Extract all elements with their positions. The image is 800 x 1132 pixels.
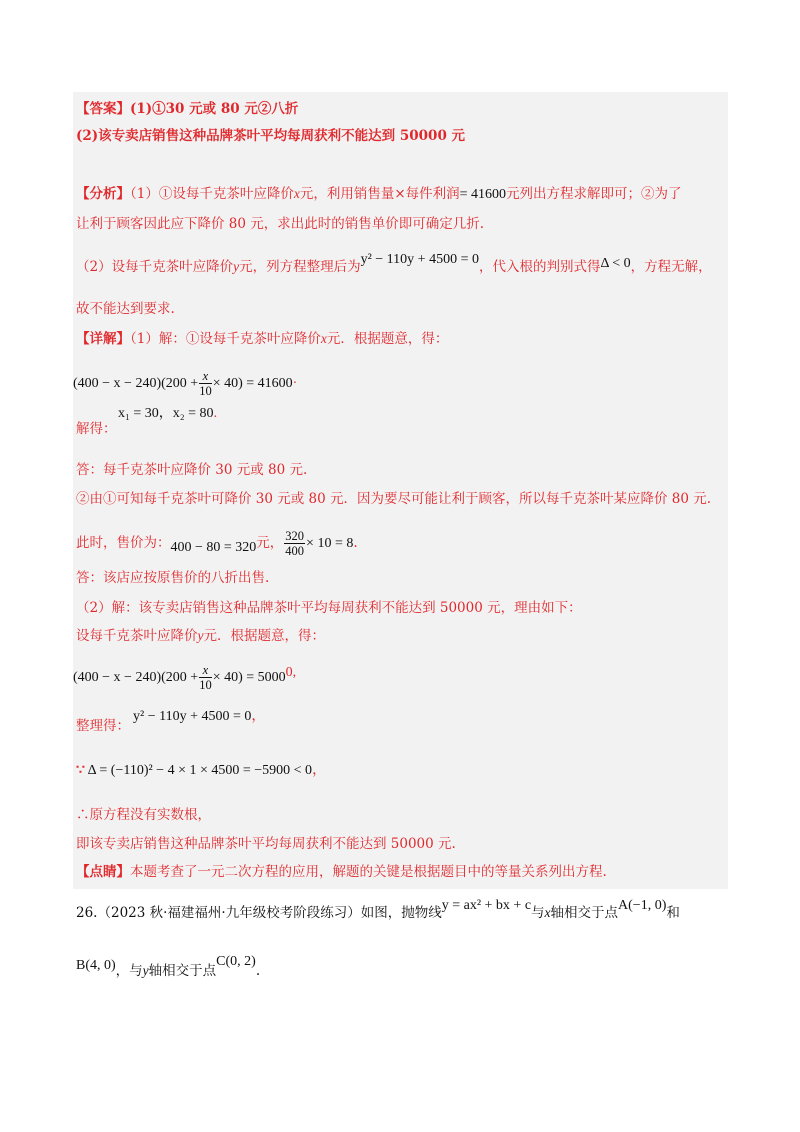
analysis-text: ，代入根的判别式得 <box>478 259 601 275</box>
analysis-text: 元，利用销售量×每件利润 <box>299 186 460 202</box>
question-text: （2023 秋·福建福州·九年级校考阶段练习）如图，抛物线 <box>97 905 442 921</box>
answer-text-1: (1)①30 元或 80 元②八折 <box>130 101 299 117</box>
question-number: 26. <box>76 905 98 921</box>
question-26-line-2 <box>76 954 261 981</box>
question-text: ，与 <box>115 963 143 979</box>
analysis-text: （1）①设每千克茶叶应降价 <box>130 186 294 202</box>
solve-equation: x₁ = 30，x₂ = 80. <box>118 406 218 421</box>
analysis-line-1 <box>76 185 682 204</box>
solve-label: 解得： <box>76 421 117 437</box>
equation-part: (400 − x − 240)(200 + <box>73 376 199 391</box>
simplify-equation: y² − 110y + 4500 = 0， <box>133 709 266 724</box>
simplify-label: 整理得： <box>76 718 130 734</box>
fraction-numerator: x <box>199 369 212 384</box>
question-var: y <box>142 963 149 978</box>
equation-part: (400 − x − 240)(200 + <box>73 670 199 685</box>
analysis-line-4: 故不能达到要求. <box>76 301 175 317</box>
quadratic-equation: y² − 110y + 4500 = 0 <box>133 709 252 724</box>
question-var: x <box>544 905 551 920</box>
analysis-var: x <box>293 186 300 201</box>
detail-text: 设每千克茶叶应降价 <box>76 628 198 644</box>
fraction <box>199 663 212 692</box>
fraction-numerator: x <box>199 663 212 678</box>
parabola-equation: y = ax² + bx + c <box>441 898 532 913</box>
answer-1: 答：每千克茶叶应降价 30 元或 80 元. <box>76 462 308 478</box>
question-text: 和 <box>666 905 680 921</box>
analysis-text: 元列出方程求解即可；②为了 <box>506 186 682 202</box>
point-b: B(4, 0) <box>76 958 116 973</box>
comment-text: 本题考查了一元二次方程的应用，解题的关键是根据题目中的等量关系列出方程. <box>130 864 607 880</box>
fraction <box>199 369 212 398</box>
detail-line-3: （2）解：该专卖店销售这种品牌茶叶平均每周获利不能达到 50000 元，理由如下： <box>76 600 582 616</box>
analysis-var: y <box>233 259 240 274</box>
analysis-equation: = 41600 <box>459 187 507 202</box>
price-unit: 元， <box>256 535 284 551</box>
question-text: 与 <box>531 905 545 921</box>
price-equation: 400 − 80 = 320 <box>170 540 257 555</box>
equation-annotation: 0, <box>285 665 297 680</box>
detail-text: 元．根据题意，得： <box>326 331 449 347</box>
fraction-denominator: 10 <box>199 678 212 693</box>
equation-part: × 40) = 41600 <box>212 376 293 391</box>
delta-line: ∵ Δ = (−110)² − 4 × 1 × 4500 = −5900 < 0， <box>76 763 327 778</box>
discriminant-equation: Δ = (−110)² − 4 × 1 × 4500 = −5900 < 0 <box>87 763 313 778</box>
comment-line <box>76 863 607 881</box>
equation-1: (400 − x − 240)(200 + $\frac{x}{10}$ × 40) = 41600· <box>73 369 298 399</box>
question-text: . <box>255 963 261 979</box>
detail-text: 元．根据题意，得： <box>203 628 325 644</box>
fraction-numerator: 320 <box>285 529 305 543</box>
detail-line-1 <box>76 330 448 348</box>
fraction-denominator: 10 <box>199 384 212 399</box>
delta-expression: Δ < 0 <box>600 256 631 271</box>
detail-line-4 <box>76 627 325 645</box>
analysis-line-3 <box>76 252 712 277</box>
price-label: 此时，售价为： <box>76 535 171 551</box>
answer-line-1 <box>76 100 298 118</box>
conclusion-1: ∴原方程没有实数根， <box>76 807 211 823</box>
roots: x₁ = 30，x₂ = 80 <box>118 406 214 421</box>
detail-var: y <box>197 628 204 643</box>
question-text: 轴相交于点 <box>148 963 217 979</box>
comment-tag: 【点睛】 <box>76 864 130 880</box>
answer-line-2: (2)该专卖店销售这种品牌茶叶平均每周获利不能达到 50000 元 <box>76 128 466 144</box>
price-line: 此时，售价为：400 − 80 = 320元， $\frac{320}{400}$ × 10 = 8. <box>76 529 358 558</box>
analysis-equation: y² − 110y + 4500 = 0 <box>360 252 479 267</box>
analysis-text: 元，列方程整理后为 <box>239 259 361 275</box>
analysis-tag: 【分析】 <box>76 186 130 202</box>
question-26-line-1 <box>76 898 680 923</box>
equation-2 <box>73 662 296 694</box>
answer-tag: 【答案】 <box>76 101 130 117</box>
answer-2: 答：该店应按原售价的八折出售. <box>76 570 270 586</box>
because-symbol: ∵ <box>76 763 85 778</box>
detail-var: x <box>320 331 327 346</box>
question-text: 轴相交于点 <box>550 905 619 921</box>
detail-text: （1）解：①设每千克茶叶应降价 <box>130 331 321 347</box>
analysis-text: （2）设每千克茶叶应降价 <box>76 259 234 275</box>
price-fraction <box>284 529 305 558</box>
analysis-text: ，方程无解， <box>630 259 712 275</box>
detail-tag: 【详解】 <box>76 331 130 347</box>
fraction-denominator: 400 <box>285 544 305 558</box>
point-c: C(0, 2) <box>216 954 256 969</box>
conclusion-2: 即该专卖店销售这种品牌茶叶平均每周获利不能达到 50000 元. <box>76 836 456 852</box>
point-a: A(−1, 0) <box>618 898 667 913</box>
detail-line-2: ②由①可知每千克茶叶可降价 30 元或 80 元．因为要尽可能让利于顾客，所以每千克茶叶某应降价 80 元. <box>76 491 712 507</box>
price-equation-2: × 10 = 8 <box>306 536 354 551</box>
analysis-line-2: 让利于顾客因此应下降价 80 元，求出此时的销售单价即可确定几折. <box>76 216 485 232</box>
equation-part: × 40) = 5000 <box>212 670 286 685</box>
